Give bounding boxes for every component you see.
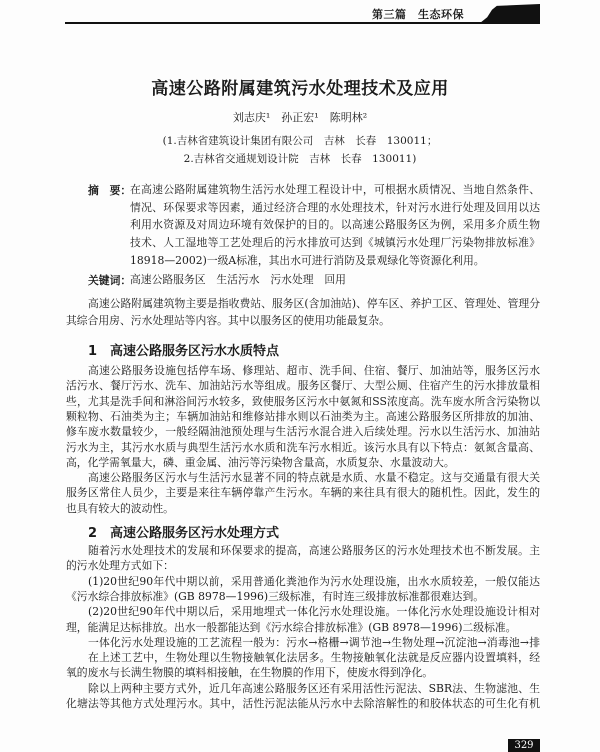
paragraph-line: 化塘法等其他方式处理污水。其中，活性污泥法能从污水中去除溶解性的和胶体状态的可生化有机	[66, 697, 540, 710]
paragraph-line: 在上述工艺中，生物处理以生物接触氧化法居多。生物接触氧化法就是反应器内设置填料，经	[88, 651, 540, 665]
abstract-line: 在高速公路附属建筑物生活污水处理工程设计中，可根据水质情况、当地自然条件、	[130, 183, 540, 196]
paragraph-line: 修车废水数量较少，一般经隔油池预处理与生活污水混合进入后续处理。污水以生活污水、加油站	[66, 425, 540, 439]
running-header: 第三篇 生态环保	[372, 8, 464, 21]
affiliation-1: (1.吉林省建筑设计集团有限公司 吉林 长春 130011；	[162, 135, 438, 147]
paragraph-line: (2)20世纪90年代中期以后，采用地埋式一体化污水处理设施。一体化污水处理设施设计相对	[88, 605, 540, 619]
intro-line: 高速公路附属建筑物主要是指收费站、服务区(含加油站)、停车区、养护工区、管理处、管理分	[88, 297, 540, 310]
paragraph-line: 理，能满足达标排放。出水一般都能达到《污水综合排放标准》(GB 8978—1996)二级标准。	[66, 620, 517, 634]
paragraph-line: 也具有较大的波动性。	[66, 501, 174, 515]
paragraph-line: 颗粒物、石油类为主；车辆加油站和维修站排水则以石油类为主。高速公路服务区所排放的加油、	[66, 409, 540, 423]
intro-line: 其综合用房、污水处理站等内容。其中以服务区的使用功能最复杂。	[66, 314, 390, 327]
paragraph-line: 氧的废水与长满生物膜的填料相接触，在生物膜的作用下，使废水得到净化。	[66, 666, 434, 680]
paragraph-line: 高速公路服务区污水与生活污水显著不同的特点就是水质、水量不稳定。这与交通量有很大关	[88, 471, 540, 484]
paragraph-line: 服务区常住人员少，主要是来往车辆停靠产生污水。车辆的来往具有很大的随机性。因此，发生的	[66, 486, 540, 500]
abstract-line: 技术、人工湿地等工艺处理后的污水排放可达到《城镇污水处理厂污染物排放标准》	[130, 236, 540, 250]
abstract-line: 利用水资源及对周边环境有效保护的目的。以高速公路服务区为例，采用多介质生物	[130, 218, 540, 232]
page-number: 329	[508, 739, 540, 752]
abstract-line: 18918—2002)一级A标准，其出水可进行消防及景观绿化等资源化利用。	[130, 253, 485, 267]
abstract-line: 情况、环保要求等因素，通过经济合理的水处理技术，针对污水进行处理及回用以达	[130, 200, 540, 214]
paragraph-line: 除以上两种主要方式外，近几年高速公路服务区还有采用活性污泥法、SBR法、生物滤池、生	[88, 681, 540, 695]
paragraph-line: 《污水综合排放标准》(GB 8978—1996)三级标准，有时连三级排放标准都很难达到。	[66, 589, 485, 603]
keywords-label: 关键词：	[88, 274, 132, 287]
abstract-label: 摘 要：	[88, 184, 132, 197]
paragraph-line: 随着污水处理技术的发展和环保要求的提高，高速公路服务区的污水处理技术也不断发展。主	[88, 544, 540, 557]
paragraph-line: 高，化学需氧量大，磷、重金属、油污等污染物含量高，水质复杂、水量波动大。	[66, 455, 455, 469]
keywords-text: 高速公路服务区 生活污水 污水处理 回用	[130, 273, 346, 286]
header-decoration	[480, 4, 540, 23]
affiliation-2: 2.吉林省交通规划设计院 吉林 长春 130011)	[183, 153, 417, 165]
paragraph-line: 高速公路服务设施包括停车场、修理站、超市、洗手间、住宿、餐厅、加油站等，服务区污水	[88, 364, 540, 377]
section-1-heading: 1 高速公路服务区污水水质特点	[88, 344, 280, 359]
section-2-heading: 2 高速公路服务区污水处理方式	[88, 526, 280, 541]
paragraph-line: 一体化污水处理设施的工艺流程一般为：污水→格栅→调节池→生物处理→沉淀池→消毒池→排	[88, 635, 540, 649]
paragraph-line: 些，尤其是洗手间和淋浴间污水较多，致使服务区污水中氨氮和SS浓度高。洗车废水所含污染物以	[66, 394, 540, 408]
paragraph-line: (1)20世纪90年代中期以前，采用普通化粪池作为污水处理设施，出水水质较差，一般仅能达	[88, 574, 540, 588]
paragraph-line: 活污水、餐厅污水、洗车、加油站污水等组成。服务区餐厅、大型公厕、住宿产生的污水排放量相	[66, 379, 540, 393]
paragraph-line: 污水为主，其污水水质与典型生活污水水质和洗车污水相近。该污水具有以下特点：氨氮含量高、	[66, 440, 540, 454]
paper-title: 高速公路附属建筑污水处理技术及应用	[151, 79, 449, 99]
header-rule	[65, 22, 540, 24]
authors: 刘志庆¹ 孙正宏¹ 陈明林²	[232, 111, 368, 124]
paragraph-line: 的污水处理方式如下：	[66, 559, 174, 573]
